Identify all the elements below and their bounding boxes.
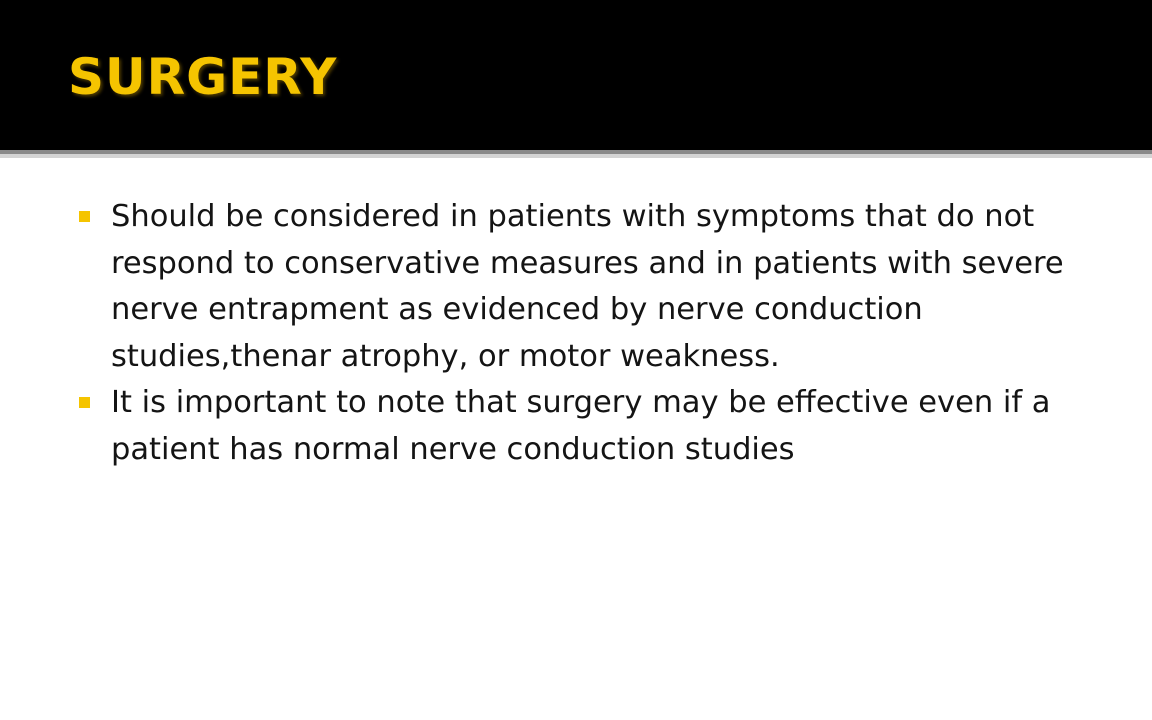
square-bullet-icon [79,397,90,408]
bullet-text: It is important to note that surgery may be effective even if a patient has normal nerve conduction studies [111,385,1051,467]
square-bullet-icon [79,211,90,222]
bullet-item [76,380,1086,473]
slide-body [76,194,1086,473]
bullet-item [76,194,1086,380]
bullet-list [76,194,1086,473]
title-divider-light [0,154,1152,158]
slide-title: SURGERY [68,48,338,106]
title-bar [0,0,1152,150]
bullet-text: Should be considered in patients with symptoms that do not respond to conservative measures and in patients with severe nerve entrapment as evidenced by nerve conduction studies,thenar atrophy, or motor weakness. [111,199,1064,374]
